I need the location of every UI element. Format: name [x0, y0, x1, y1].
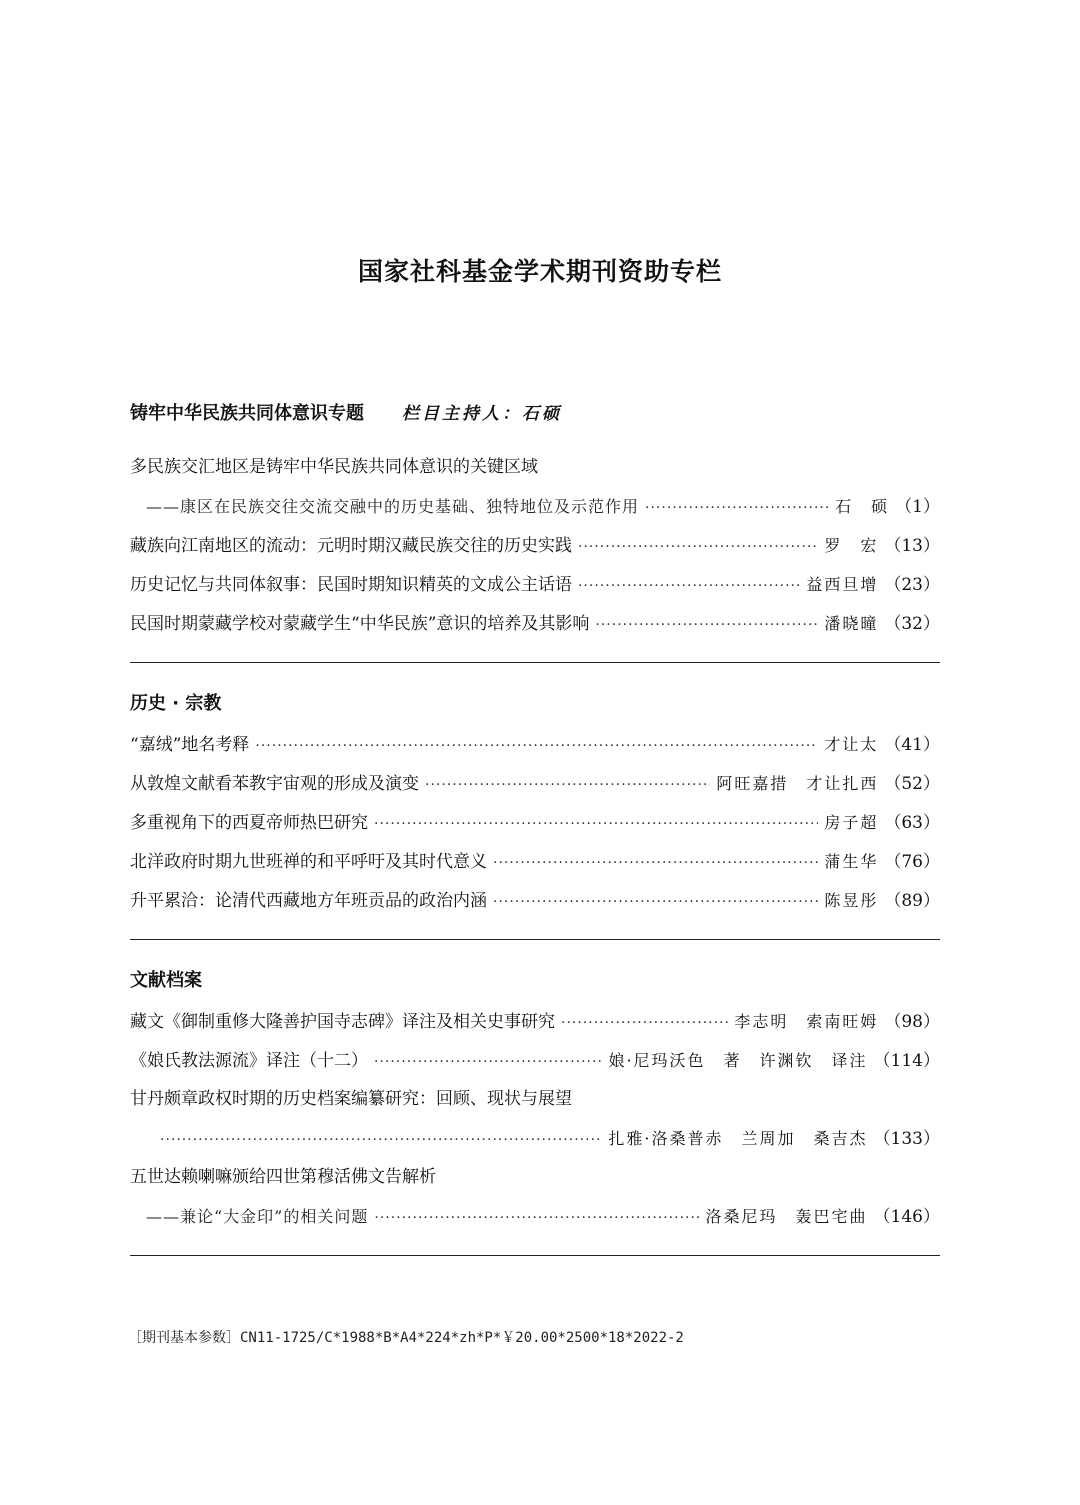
article-author: 轰巴宅曲	[795, 1207, 868, 1226]
article-author: 才让太	[824, 735, 879, 754]
toc-entry[interactable]	[130, 487, 940, 526]
article-subtitle: ——兼论“大金印”的相关问题	[146, 1207, 369, 1226]
article-title: 升平累洽：论清代西藏地方年班贡品的政治内涵	[130, 891, 487, 911]
article-author: 阿旺嘉措	[716, 774, 789, 793]
article-title: 《娘氏教法源流》译注（十二）	[130, 1051, 368, 1071]
page-number: （52）	[884, 774, 940, 794]
article-author: 石 硕	[835, 497, 890, 516]
toc-entry[interactable]	[130, 1197, 940, 1236]
toc-entry[interactable]	[130, 526, 940, 565]
page-title: 国家社科基金学术期刊资助专栏	[357, 257, 722, 286]
toc-entry[interactable]	[130, 803, 940, 842]
column-host: 栏目主持人：石硕	[402, 404, 562, 424]
article-title: 甘丹颇章政权时期的历史档案编纂研究：回顾、现状与展望	[130, 1089, 572, 1109]
section-title: 历史 · 宗教	[130, 693, 222, 714]
section-heading	[130, 399, 940, 429]
article-author: 扎雅·洛桑普赤	[608, 1129, 724, 1148]
leader-dots	[493, 883, 818, 922]
leader-dots	[595, 606, 818, 645]
leader-dots	[374, 805, 818, 844]
article-author: 罗 宏	[824, 536, 879, 555]
page-number: （32）	[884, 614, 940, 634]
page-number: （41）	[884, 735, 940, 755]
page-number: （63）	[884, 813, 940, 833]
article-author: 李志明	[734, 1012, 789, 1031]
toc-entry[interactable]	[130, 1080, 940, 1119]
toc-entry[interactable]	[130, 764, 940, 803]
article-author: 洛桑尼玛	[705, 1207, 778, 1226]
article-translator: 许渊钦 译注	[759, 1051, 868, 1070]
section-title: 铸牢中华民族共同体意识专题	[130, 403, 364, 424]
page-number: （13）	[884, 536, 940, 556]
section-history-religion	[130, 689, 940, 920]
toc-entry[interactable]	[130, 1041, 940, 1080]
section-divider	[130, 1255, 940, 1256]
section-divider	[130, 939, 940, 940]
article-title: 多重视角下的西夏帝师热巴研究	[130, 813, 368, 833]
leader-dots	[255, 727, 818, 766]
page-number: （133）	[873, 1129, 940, 1149]
section-documents-archives	[130, 966, 940, 1236]
article-title: 五世达赖喇嘛颁给四世第穆活佛文告解析	[130, 1167, 436, 1187]
leader-dots	[493, 844, 818, 883]
page-number: （114）	[873, 1051, 940, 1071]
section-title: 文献档案	[130, 970, 202, 991]
article-title: 北洋政府时期九世班禅的和平呼吁及其时代意义	[130, 852, 487, 872]
article-author: 桑吉杰	[813, 1129, 868, 1148]
toc-entry[interactable]	[130, 1002, 940, 1041]
page-number: （1）	[895, 497, 940, 517]
article-author: 益西旦增	[806, 575, 879, 594]
article-subtitle: ——康区在民族交往交流交融中的历史基础、独特地位及示范作用	[146, 497, 640, 516]
leader-dots	[374, 1043, 602, 1082]
toc-entry[interactable]	[130, 448, 940, 487]
article-title: 从敦煌文献看苯教宇宙观的形成及演变	[130, 774, 419, 794]
article-title: 历史记忆与共同体叙事：民国时期知识精英的文成公主话语	[130, 575, 572, 595]
page-number: （146）	[873, 1207, 940, 1227]
toc-entry[interactable]	[130, 1119, 940, 1158]
article-author: 陈昱彤	[824, 891, 879, 910]
article-author: 潘晓曈	[824, 614, 879, 633]
page-number: （98）	[884, 1012, 940, 1032]
article-title: “嘉绒”地名考释	[130, 735, 250, 755]
toc-entry[interactable]	[130, 842, 940, 881]
article-author: 房子超	[824, 813, 879, 832]
article-author: 索南旺姆	[806, 1012, 879, 1031]
leader-dots	[374, 1199, 699, 1238]
article-author: 才让扎西	[806, 774, 879, 793]
leader-dots	[645, 489, 829, 528]
leader-dots	[561, 1004, 728, 1043]
leader-dots	[578, 528, 818, 567]
article-title: 多民族交汇地区是铸牢中华民族共同体意识的关键区域	[130, 457, 538, 477]
article-author: 娘·尼玛沃色 著	[608, 1051, 742, 1070]
toc-entry[interactable]	[130, 1158, 940, 1197]
section-zhulao	[130, 399, 940, 643]
toc-entry[interactable]	[130, 881, 940, 920]
journal-parameters: ［期刊基本参数］CN11-1725/C*1988*B*A4*224*zh*P*￥20.00*2500*18*2022-2	[128, 1330, 684, 1346]
page-number: （89）	[884, 891, 940, 911]
article-title: 藏族向江南地区的流动：元明时期汉藏民族交往的历史实践	[130, 536, 572, 556]
section-divider	[130, 662, 940, 663]
toc-entry[interactable]	[130, 604, 940, 643]
page-number: （23）	[884, 575, 940, 595]
toc-entry[interactable]	[130, 565, 940, 604]
leader-dots	[578, 567, 800, 606]
leader-dots	[425, 766, 710, 805]
toc-entry[interactable]	[130, 725, 940, 764]
article-title: 藏文《御制重修大隆善护国寺志碑》译注及相关史事研究	[130, 1012, 555, 1032]
article-author: 蒲生华	[824, 852, 879, 871]
article-author: 兰周加	[741, 1129, 796, 1148]
article-title: 民国时期蒙藏学校对蒙藏学生“中华民族”意识的培养及其影响	[130, 614, 590, 634]
leader-dots	[160, 1121, 602, 1160]
page-number: （76）	[884, 852, 940, 872]
